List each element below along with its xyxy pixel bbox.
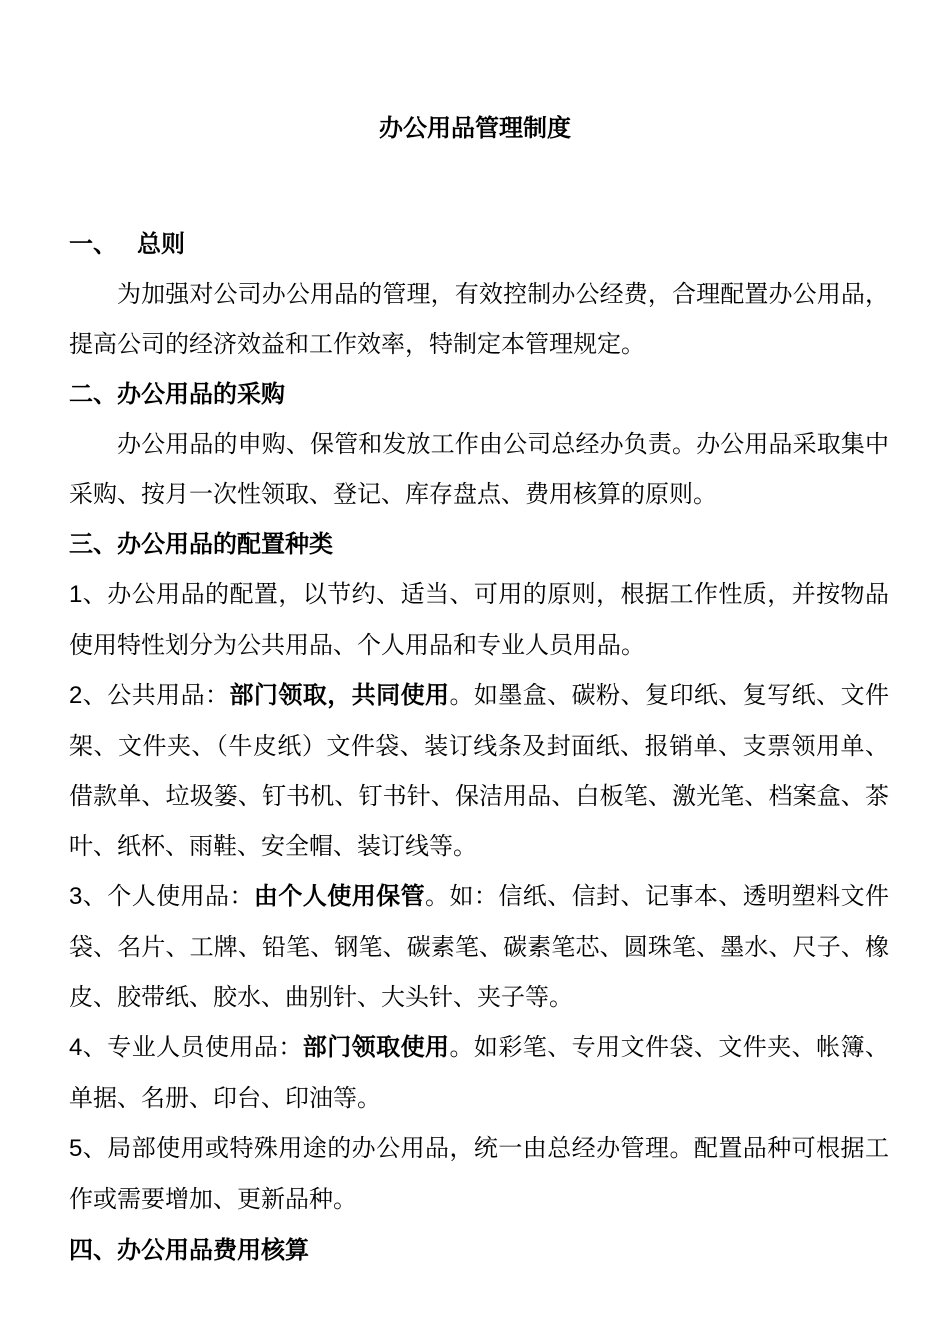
list-item-text: 、办公用品的配置，以节约、适当、可用的原则，根据工作性质，并按物品使用特性划分为公共用品、个人用品和专业人员用品。: [69, 580, 889, 659]
document-body: [69, 219, 889, 1275]
list-item-number: 5: [69, 1135, 83, 1162]
list-item-text: 、局部使用或特殊用途的办公用品，统一由总经办管理。配置品种可根据工作或需要增加、更新品种。: [69, 1134, 889, 1213]
section-number: 一、: [69, 229, 117, 258]
list-item-text: 。如墨盒、碳粉、复印纸、复写纸、文件架、文件夹、（牛皮纸）文件袋、装订线条及封面纸、报销单、支票领用单、借款单、垃圾篓、钉书机、钉书针、保洁用品、白板笔、激光笔、档案盒、茶叶、纸杯、雨鞋、安全帽、装订线等。: [69, 681, 890, 860]
list-item-prefix: 、专业人员使用品：: [82, 1033, 303, 1061]
list-item-number: 3: [69, 883, 83, 910]
list-item-text: 。如：信纸、信封、记事本、透明塑料文件袋、名片、工牌、铅笔、钢笔、碳素笔、碳素笔芯、圆珠笔、墨水、尺子、橡皮、胶带纸、胶水、曲别针、大头针、夹子等。: [69, 882, 890, 1011]
list-item: [69, 1022, 889, 1123]
list-item-number: 4: [69, 1034, 83, 1061]
section-heading-text: 总则: [137, 229, 185, 258]
section-paragraph: 办公用品的申购、保管和发放工作由公司总经办负责。办公用品采取集中采购、按月一次性领取、登记、库存盘点、费用核算的原则。: [69, 430, 889, 508]
list-item-number: 1: [69, 581, 83, 608]
section-heading-accounting: 四、办公用品费用核算: [69, 1235, 309, 1264]
document-title: 办公用品管理制度: [379, 113, 571, 142]
list-item: [69, 871, 889, 1022]
section-heading-general: [69, 219, 889, 269]
list-item-number: 2: [69, 682, 83, 709]
list-item-prefix: 、个人使用品：: [82, 882, 254, 910]
list-item: [69, 569, 889, 670]
section-paragraph: 为加强对公司办公用品的管理，有效控制办公经费，合理配置办公用品，提高公司的经济效益和工作效率，特制定本管理规定。: [69, 280, 889, 358]
list-item-prefix: 、公共用品：: [82, 681, 230, 709]
section-heading-purchase: 二、办公用品的采购: [69, 379, 285, 408]
list-item-emphasis: 部门领取使用: [302, 1032, 450, 1061]
list-item-emphasis: 部门领取，共同使用: [229, 680, 450, 709]
list-item-emphasis: 由个人使用保管: [253, 881, 426, 910]
section-heading-categories: 三、办公用品的配置种类: [69, 529, 333, 558]
list-item: [69, 1123, 889, 1224]
list-item-text: 。如彩笔、专用文件袋、文件夹、帐簿、单据、名册、印台、印油等。: [69, 1033, 890, 1112]
list-item: [69, 670, 889, 871]
